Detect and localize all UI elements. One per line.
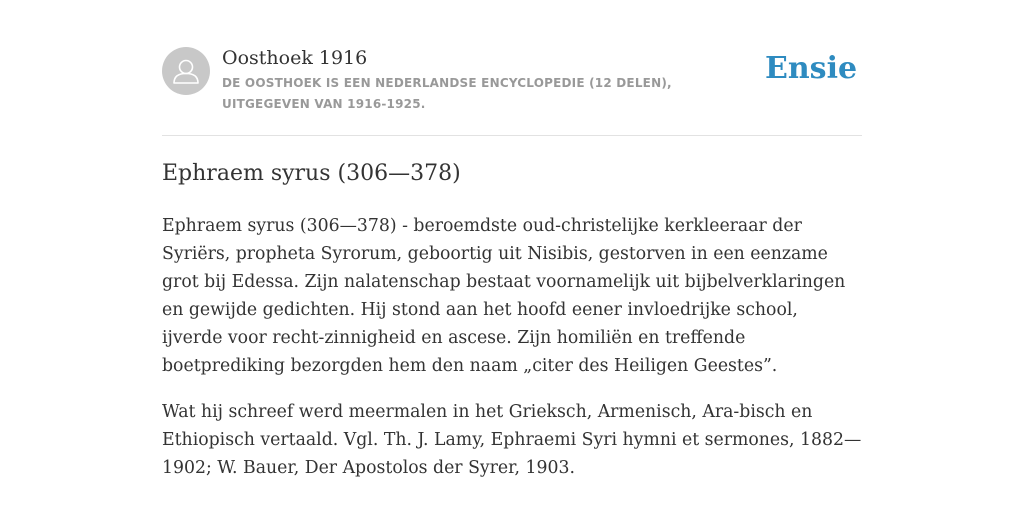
divider <box>162 135 862 136</box>
source-description: DE OOSTHOEK IS EEN NEDERLANDSE ENCYCLOPEDIE (12 DELEN), UITGEGEVEN VAN 1916-1925. <box>222 76 672 111</box>
source-name[interactable]: Oosthoek 1916 <box>222 47 368 69</box>
article-paragraph: Ephraem syrus (306—378) - beroemdste oud-christelijke kerkleeraar der Syriërs, propheta Syrorum, geboortig uit Nisibis, gestorven in een eenzame grot bij Edessa. Zijn nalatenschap bestaat voornamelijk uit bijbelverklaringen en gewijde gedichten. Hij stond aan het hoofd eener invloedrijke school, ijverde voor recht-zinnigheid en ascese. Zijn homiliën en treffende boetprediking bezorgden hem den naam „citer des Heiligen Geestes”. <box>162 216 846 376</box>
brand-logo[interactable]: Ensie <box>765 51 858 86</box>
article-body <box>162 212 862 500</box>
source-header <box>162 44 862 114</box>
article-paragraph: Wat hij schreef werd meermalen in het Grieksch, Armenisch, Ara-bisch en Ethiopisch vertaald. Vgl. Th. J. Lamy, Ephraemi Syri hymni et sermones, 1882—1902; W. Bauer, Der Apostolos der Syrer, 1903. <box>162 402 862 478</box>
user-icon <box>162 47 210 95</box>
article-title: Ephraem syrus (306—378) <box>162 161 461 186</box>
